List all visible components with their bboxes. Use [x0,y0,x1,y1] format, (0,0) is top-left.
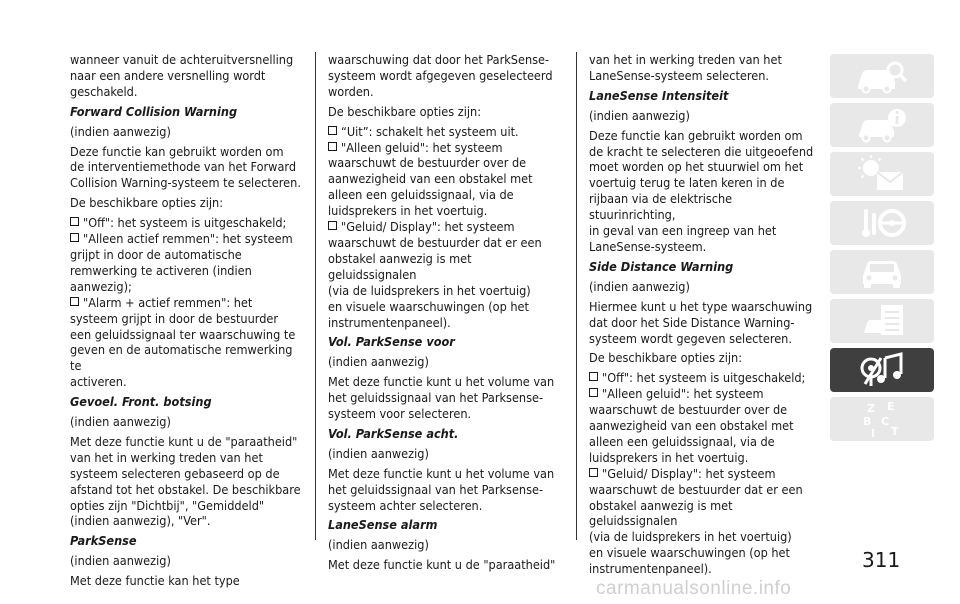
paragraph [589,299,821,347]
section-heading [70,533,302,549]
column-divider [576,52,577,540]
tab-dashboard-info[interactable] [830,103,934,147]
car-road-icon [855,252,909,292]
square-bullet-icon [328,221,337,230]
section-heading [589,88,821,104]
light-message-icon [855,154,909,194]
paragraph [328,537,560,553]
list-item [328,140,560,220]
text: Hiermee kunt u het type waarschuwing dat door het Side Distance Warning- systeem wordt gegeven selecteren. [589,298,813,346]
section-heading [70,104,302,120]
svg-text:T: T [891,425,899,438]
svg-text:Z: Z [867,402,875,415]
text: “Uit”: schakelt het systeem uit. [341,123,519,139]
square-bullet-icon [70,297,79,306]
square-bullet-icon [70,217,79,226]
text: wanneer vanuit de achteruitversnelling naar een andere versnelling wordt geschakeld. [70,52,294,99]
watermark: carmanualsonline.info [596,578,792,599]
section-heading [328,334,560,350]
tab-safety[interactable] [830,201,934,245]
list-item [589,370,821,386]
text: LaneSense Intensiteit [589,87,729,103]
square-bullet-icon [589,388,598,397]
section-heading [328,517,560,533]
text: Deze functie kan gebruikt worden om de interventiemethode van het Forward Collision Warning-systeem te selecteren. [70,143,301,191]
text: "Alleen geluid": het systeem waarschuwt de bestuurder over de aanwezigheid van een obstakel met alleen een geluidssignaal, via de luidsprekers in het voertuig. [328,139,533,219]
chapter-tab-sidebar [830,54,934,446]
list-item [328,124,560,140]
paragraph [70,52,302,100]
list-item [589,386,821,466]
square-bullet-icon [328,126,337,135]
car-info-icon [855,105,909,145]
text-column-1 [70,52,302,593]
tools-steering-icon [855,203,909,243]
paragraph [70,144,302,192]
paragraph [328,374,560,422]
text: (indien aanwezig) [589,107,690,123]
text: Forward Collision Warning [70,103,238,119]
paragraph [589,350,821,366]
car-search-icon [855,56,909,96]
svg-text:E: E [887,400,895,413]
text: Deze functie kan gebruikt worden om de kracht te selecteren die uitgeoefend moet worden op het stuurwiel om het voertuig terug te laten keren in de rijbaan via de elektrische stuurinrichting, in geval van een ingreep van het LaneSense-systeem. [589,127,814,254]
paragraph [589,279,821,295]
text: waarschuwing dat door het ParkSense- systeem wordt afgegeven geselecteerd worden. [328,52,553,99]
text: "Geluid/ Display": het systeem waarschuwt de bestuurder dat er een obstakel aanwezig is met geluidssignalen (via de luidsprekers in het voertuig) en visuele waarschuwingen (op het instrumentenpaneel). [328,219,542,330]
text: "Off": het systeem is uitgeschakeld; [83,215,287,231]
text: Met deze functie kunt u het volume van het geluidssignaal van het Parksense- systeem achter selecteren. [328,465,555,513]
paragraph [70,124,302,140]
text: Met deze functie kunt u de "paraatheid" van het in werking treden van het systeem selecteren gebaseerd op de afstand tot het obstakel. De beschikbare opties zijn "Dichtbij", "Gemiddeld" (indien aanwezig), "Ver". [70,433,301,529]
text: Gevoel. Front. botsing [70,394,212,410]
text-column-2 [328,52,560,577]
tab-multimedia[interactable] [830,348,934,392]
paragraph [589,128,821,255]
text: "Geluid/ Display": het systeem waarschuwt de bestuurder dat er een obstakel aanwezig is met geluidssignalen (via de luidsprekers in het voertuig) en visuele waarschuwingen (op het instrumentenpaneel). [589,465,803,577]
settings-nav-audio-icon [855,350,909,390]
text: De beschikbare opties zijn: [589,350,743,366]
square-bullet-icon [589,468,598,477]
paragraph [70,434,302,529]
text: (indien aanwezig) [589,278,690,294]
list-item [589,466,821,577]
page-number: 311 [862,548,901,572]
maintenance-list-icon [855,301,909,341]
text: "Alleen geluid": het systeem waarschuwt de bestuurder over de aanwezigheid van een obstakel met alleen een geluidssignaal, via de luidsprekers in het voertuig. [589,386,794,465]
text: Met deze functie kan het type [70,573,240,589]
paragraph [70,553,302,569]
text: (indien aanwezig) [70,123,171,139]
tab-warning-lights[interactable] [830,152,934,196]
tab-driving[interactable] [830,250,934,294]
square-bullet-icon [328,142,337,151]
tab-index[interactable] [830,397,934,441]
tab-vehicle-overview[interactable] [830,54,934,98]
text: Vol. ParkSense acht. [328,425,459,441]
list-item [70,231,302,295]
paragraph [328,354,560,370]
text: Side Distance Warning [589,258,734,274]
text: "Alarm + actief remmen": het systeem grijpt in door de bestuurder een geluidssignaal ter waarschuwing te geven en de automatische remwerking te activeren. [70,294,296,390]
section-heading [589,259,821,275]
text: (indien aanwezig) [328,445,429,461]
text: De beschikbare opties zijn: [70,195,224,211]
paragraph [70,414,302,430]
text: De beschikbare opties zijn: [328,103,482,119]
alphabet-index-icon [855,399,909,439]
text: van het in werking treden van het LaneSense-systeem selecteren. [589,52,782,83]
paragraph [70,195,302,211]
paragraph [328,557,560,573]
list-item [328,219,560,330]
paragraph [328,466,560,514]
square-bullet-icon [70,233,79,242]
text: Met deze functie kunt u het volume van het geluidssignaal van het Parksense- systeem voor selecteren. [328,374,555,422]
text: "Off": het systeem is uitgeschakeld; [602,370,806,386]
text: "Alleen actief remmen": het systeem grijpt in door de automatische remwerking te activeren (indien aanwezig); [70,231,293,294]
text: (indien aanwezig) [328,537,429,553]
text: LaneSense alarm [328,517,438,533]
tab-emergency[interactable] [830,299,934,343]
text: Vol. ParkSense voor [328,334,455,350]
column-divider [315,52,316,540]
paragraph [70,573,302,589]
paragraph [328,446,560,462]
text-column-3 [589,52,821,581]
svg-text:C: C [881,415,890,428]
text: Met deze functie kunt u de "paraatheid" [328,557,556,573]
paragraph [589,52,821,84]
svg-text:B: B [863,415,872,428]
square-bullet-icon [589,372,598,381]
text: (indien aanwezig) [70,414,171,430]
section-heading [70,394,302,410]
svg-text:I: I [871,427,876,439]
list-item [70,215,302,231]
paragraph [589,108,821,124]
text: ParkSense [70,533,137,549]
paragraph [328,104,560,120]
paragraph [328,52,560,100]
text: (indien aanwezig) [328,354,429,370]
list-item [70,295,302,390]
section-heading [328,426,560,442]
text: (indien aanwezig) [70,553,171,569]
